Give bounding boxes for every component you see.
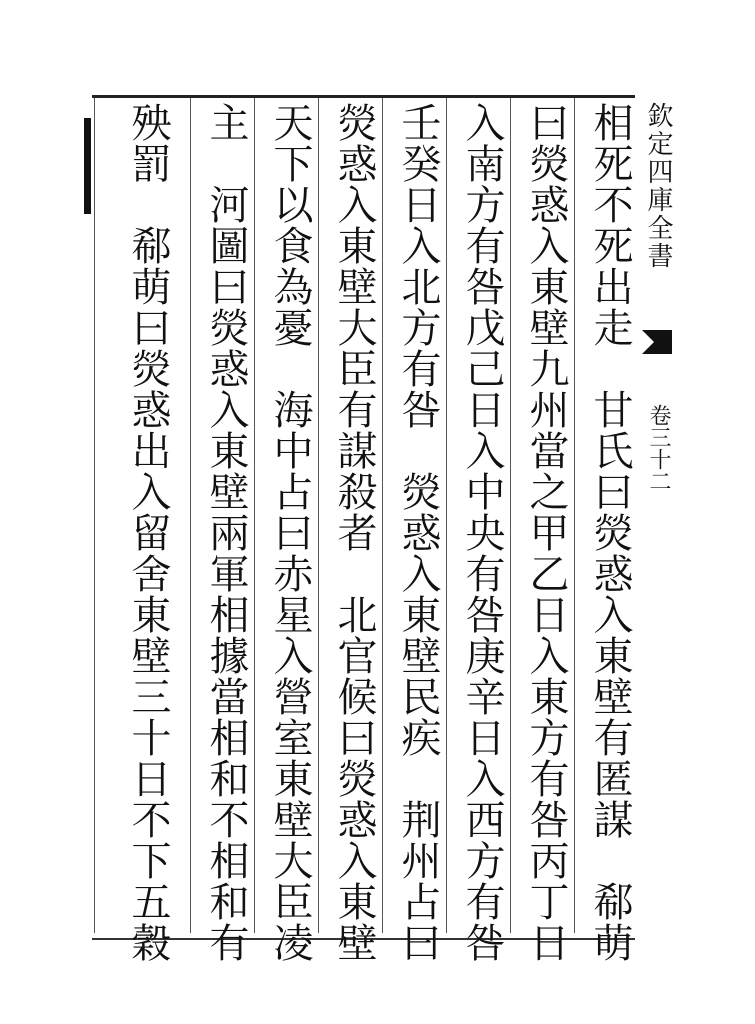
column-rule — [94, 98, 95, 933]
text-column-3: 入南方有咎戊己日入中央有咎庚辛日入西方有咎 — [459, 102, 505, 963]
column-rule — [574, 98, 575, 933]
column-rule — [254, 98, 255, 933]
text-column-7: 主 河圖曰熒惑入東壁兩軍相據當相和不相和有 — [203, 102, 249, 963]
column-rule — [318, 98, 319, 933]
text-column-4: 壬癸日入北方有咎 熒惑入東壁民疾 荆州占曰 — [395, 102, 441, 963]
column-rule — [446, 98, 447, 933]
column-rule — [382, 98, 383, 933]
text-column-6: 天下以食為憂 海中占曰赤星入營室東壁大臣凌 — [267, 102, 313, 963]
margin-mark — [84, 118, 91, 214]
text-column-5: 熒惑入東壁大臣有謀殺者 北官候曰熒惑入東壁 — [331, 102, 377, 963]
text-column-8: 殃罰 郗萌曰熒惑出入留舍東壁三十日不下五穀 — [125, 102, 171, 963]
volume-label: 卷三十二 — [646, 404, 671, 492]
fish-tail-icon — [640, 328, 674, 356]
column-rule — [510, 98, 511, 933]
text-column-2: 曰熒惑入東壁九州當之甲乙日入東方有咎丙丁日 — [523, 102, 569, 963]
page-margin — [638, 96, 678, 936]
text-column-1: 相死不死出走 甘氏曰熒惑入東壁有匿謀 郗萌 — [587, 102, 633, 963]
book-title: 欽定四庫全書 — [643, 102, 673, 270]
column-rule — [190, 98, 191, 933]
